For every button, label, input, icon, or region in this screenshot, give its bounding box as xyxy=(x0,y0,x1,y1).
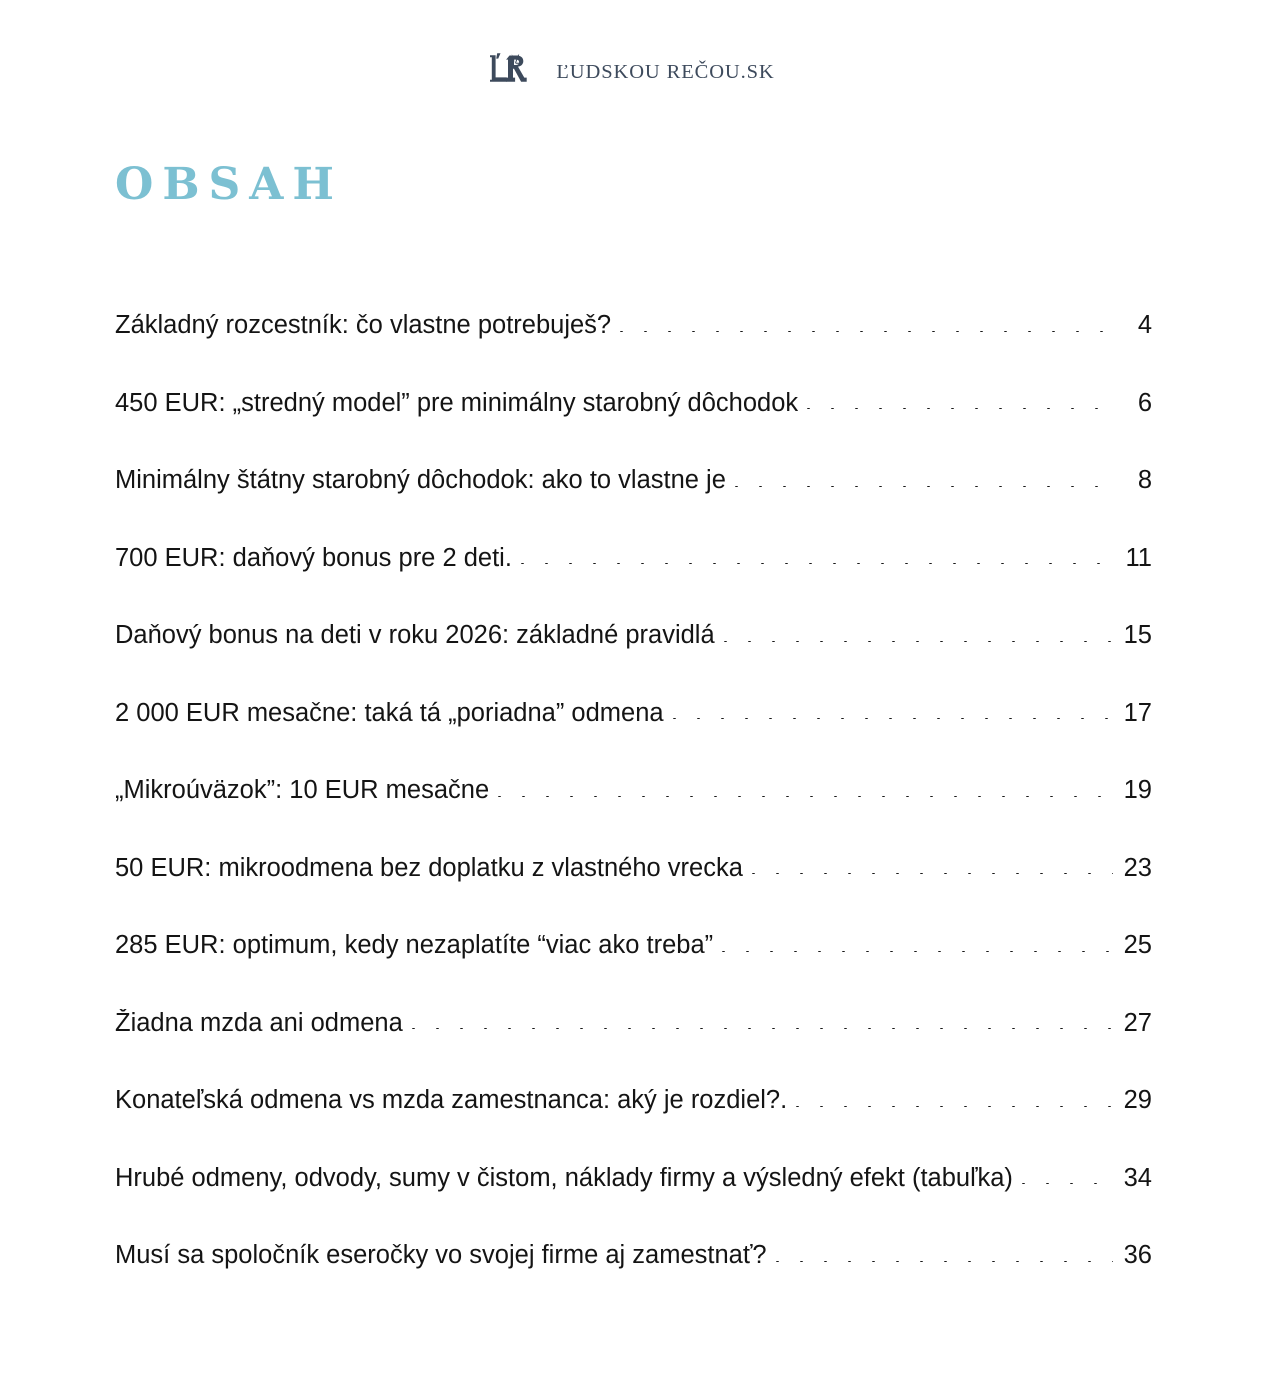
toc-entry-label: 2 000 EUR mesačne: taká tá „poriadna” odmena xyxy=(115,698,664,727)
toc-leader-dots xyxy=(724,641,1113,642)
toc-entry[interactable] xyxy=(115,389,1152,429)
toc-entry-page-number: 25 xyxy=(1123,931,1152,959)
toc-entry-label: „Mikroúväzok”: 10 EUR mesačne xyxy=(115,776,490,804)
toc-entry[interactable] xyxy=(115,931,1152,971)
brand-header xyxy=(0,0,1262,94)
toc-leader-dots xyxy=(412,1028,1113,1029)
toc-leader-dots xyxy=(620,331,1113,332)
toc-entry[interactable] xyxy=(115,1164,1152,1204)
toc-entry-page-number: 4 xyxy=(1137,311,1152,339)
toc-leader-dots xyxy=(673,718,1113,719)
toc-entry-label: 450 EUR: „stredný model” pre minimálny starobný dôchodok xyxy=(115,388,799,417)
toc-entry[interactable] xyxy=(115,1009,1152,1049)
toc-entry-label: 285 EUR: optimum, kedy nezaplatíte “viac ako treba” xyxy=(115,931,714,959)
toc-leader-dots xyxy=(796,1106,1113,1107)
toc-leader-dots xyxy=(735,486,1113,487)
toc-entry-label: Hrubé odmeny, odvody, sumy v čistom, náklady firmy a výsledný efekt (tabuľka) xyxy=(115,1163,1013,1192)
toc-entry-label: Musí sa spoločník eseročky vo svojej firme aj zamestnať? xyxy=(115,1241,767,1269)
brand-wordmark: ĽUDSKOU REČOU.SK xyxy=(556,60,775,83)
brand-monogram-icon xyxy=(487,51,539,92)
toc-entry-label: 700 EUR: daňový bonus pre 2 deti. xyxy=(115,543,512,572)
toc-entry-page-number: 17 xyxy=(1123,698,1152,727)
toc-entry-label: Minimálny štátny starobný dôchodok: ako to vlastne je xyxy=(115,466,726,494)
page-title: OBSAH xyxy=(115,159,344,210)
toc-leader-dots xyxy=(807,408,1113,409)
toc-entry[interactable] xyxy=(115,776,1152,816)
toc-entry[interactable] xyxy=(115,1241,1152,1281)
toc-entry-page-number: 19 xyxy=(1123,776,1152,804)
toc-entry[interactable] xyxy=(115,311,1152,351)
toc-leader-dots xyxy=(521,563,1113,564)
toc-entry-page-number: 29 xyxy=(1123,1086,1152,1114)
toc-entry-page-number: 8 xyxy=(1137,466,1152,494)
toc-entry-page-number: 36 xyxy=(1123,1241,1152,1269)
toc-entry-page-number: 6 xyxy=(1137,388,1152,417)
toc-entry-page-number: 11 xyxy=(1125,543,1152,572)
toc-entry-label: Základný rozcestník: čo vlastne potrebuješ? xyxy=(115,311,612,339)
toc-entry[interactable] xyxy=(115,699,1152,739)
toc-entry[interactable] xyxy=(115,621,1152,661)
toc-entry-label: Žiadna mzda ani odmena xyxy=(115,1008,403,1037)
toc-entry[interactable] xyxy=(115,854,1152,894)
toc-entry-page-number: 23 xyxy=(1123,853,1152,882)
toc-leader-dots xyxy=(498,796,1113,797)
toc-entry-page-number: 15 xyxy=(1123,621,1152,649)
toc-entry-label: Daňový bonus na deti v roku 2026: základné pravidlá xyxy=(115,621,715,649)
toc-entry-page-number: 34 xyxy=(1123,1163,1152,1192)
toc-leader-dots xyxy=(722,951,1113,952)
toc-leader-dots xyxy=(1022,1183,1113,1184)
toc-leader-dots xyxy=(752,873,1113,874)
toc-entry-label: 50 EUR: mikroodmena bez doplatku z vlastného vrecka xyxy=(115,853,743,882)
table-of-contents xyxy=(115,311,1152,1281)
toc-leader-dots xyxy=(776,1261,1113,1262)
toc-entry[interactable] xyxy=(115,544,1152,584)
toc-entry-label: Konateľská odmena vs mzda zamestnanca: aký je rozdiel?. xyxy=(115,1086,788,1114)
toc-entry-page-number: 27 xyxy=(1123,1008,1152,1037)
toc-entry[interactable] xyxy=(115,466,1152,506)
toc-entry[interactable] xyxy=(115,1086,1152,1126)
